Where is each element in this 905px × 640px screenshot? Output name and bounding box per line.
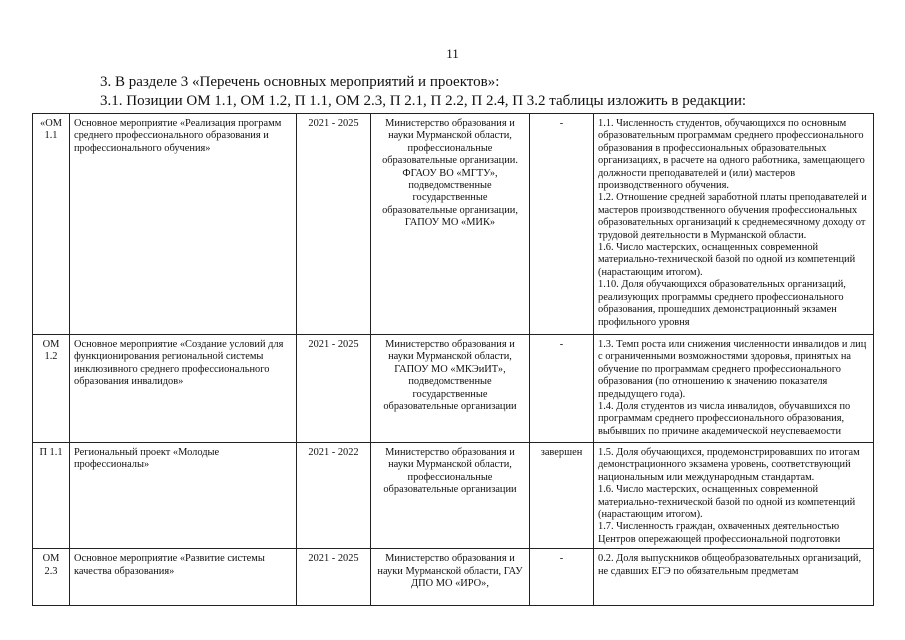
section-heading: 3. В разделе 3 «Перечень основных мероприятий и проектов»: — [100, 74, 500, 90]
table-row — [33, 114, 874, 335]
indicators — [594, 335, 874, 443]
status: - — [530, 335, 594, 443]
page-number: 11 — [446, 46, 459, 61]
status: - — [530, 114, 594, 335]
table-row — [33, 549, 874, 606]
indicator-item: 1.10. Доля обучающихся образовательных организаций, реализующих программы среднего профессионального образования, прошедших демонстрационный экзамен профильного уровня — [598, 279, 846, 328]
position-code: ОМ 2.3 — [33, 549, 70, 606]
executors: Министерство образования и науки Мурманской области, ГАПОУ МО «МКЭиИТ», подведомственные государственные образовательные организации — [371, 335, 530, 443]
implementation-years: 2021 - 2022 — [297, 443, 371, 549]
position-code: ОМ 1.2 — [33, 335, 70, 443]
indicator-item: 1.1. Численность студентов, обучающихся по основным образовательным программам среднего профессионального образования в профессиональных образовательных организациях, в расчете на одного работника, замещающего должности преподавателей и (или) мастеров производственного обучения. — [598, 118, 865, 192]
indicator-item: 1.6. Число мастерских, оснащенных современной материально-технической базой по одной из компетенций (нарастающим итогом). — [598, 484, 856, 521]
status: завершен — [530, 443, 594, 549]
table-row — [33, 335, 874, 443]
indicator-item: 1.4. Доля студентов из числа инвалидов, обучавшихся по программам среднего профессионального образования, выбывших по причине академической неуспеваемости — [598, 401, 851, 437]
executors: Министерство образования и науки Мурманской области, ГАУ ДПО МО «ИРО», — [371, 549, 530, 606]
indicator-item: 1.3. Темп роста или снижения численности инвалидов и лиц с ограниченными возможностями здоровья, принятых на обучение по программам среднего профессионального образования (по отношению к значению показателя предыдущего года). — [598, 339, 867, 400]
indicator-item: 1.2. Отношение средней заработной платы преподавателей и мастеров производственного обучения профессиональных образовательных организаций к среднемесячному доходу от трудовой деятельности в Мурманской области. — [598, 192, 867, 241]
indicator-item: 1.6. Число мастерских, оснащенных современной материально-технической базой по одной из компетенций (нарастающим итогом). — [598, 242, 856, 278]
executors: Министерство образования и науки Мурманской области, профессиональные образовательные организации. ФГАОУ ВО «МГТУ», подведомственные государственные образовательные организации, ГАПОУ МО «МИК» — [371, 114, 530, 335]
indicators — [594, 549, 874, 606]
indicators — [594, 114, 874, 335]
status: - — [530, 549, 594, 606]
indicator-item: 1.5. Доля обучающихся, продемонстрировавших по итогам демонстрационного экзамена уровень, соответствующий национальным или международным стандартам. — [598, 447, 860, 483]
measure-name: Региональный проект «Молодые профессионалы» — [70, 443, 297, 549]
table-row — [33, 443, 874, 549]
executors: Министерство образования и науки Мурманской области, профессиональные образовательные организации — [371, 443, 530, 549]
measure-name: Основное мероприятие «Реализация программ среднего профессионального образования и профессионального обучения» — [70, 114, 297, 335]
positions-table — [32, 113, 874, 606]
measure-name: Основное мероприятие «Развитие системы качества образования» — [70, 549, 297, 606]
implementation-years: 2021 - 2025 — [297, 549, 371, 606]
position-code: «ОМ 1.1 — [33, 114, 70, 335]
indicators — [594, 443, 874, 549]
implementation-years: 2021 - 2025 — [297, 335, 371, 443]
measure-name: Основное мероприятие «Создание условий для функционирования региональной системы инклюзивного среднего профессионального образования инвалидов» — [70, 335, 297, 443]
section-subheading: 3.1. Позиции ОМ 1.1, ОМ 1.2, П 1.1, ОМ 2.3, П 2.1, П 2.2, П 2.4, П 3.2 таблицы изложить в редакции: — [100, 93, 747, 109]
indicator-item: 0.2. Доля выпускников общеобразовательных организаций, не сдавших ЕГЭ по обязательным предметам — [598, 553, 862, 577]
position-code: П 1.1 — [33, 443, 70, 549]
implementation-years: 2021 - 2025 — [297, 114, 371, 335]
indicator-item: 1.7. Численность граждан, охваченных деятельностью Центров опережающей профессиональной подготовки — [598, 521, 841, 545]
